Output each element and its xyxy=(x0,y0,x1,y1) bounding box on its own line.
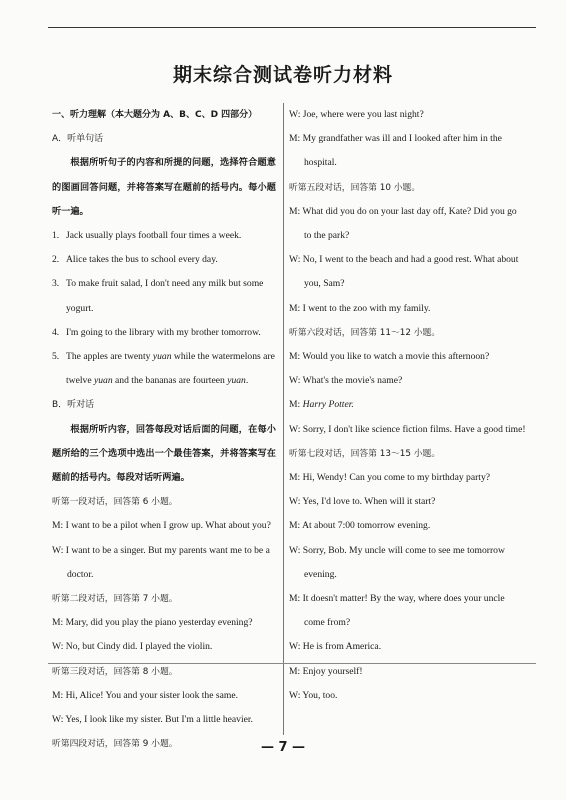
dialogue-line: W: Yes, I look like my sister. But I'm a little heavier. xyxy=(52,714,253,726)
dialogue-line: W: Sorry, I don't like science fiction films. Have a good time! xyxy=(289,423,526,435)
dialogue-line: W: No, I went to the beach and had a good rest. What about you, Sam? xyxy=(289,254,519,290)
header-rule xyxy=(48,27,536,28)
dialogue-line: M: Mary, did you play the piano yesterday evening? xyxy=(52,617,253,629)
dialogue-line: M: Enjoy yourself! xyxy=(289,665,363,677)
part-a-instruction: 根据所听句子的内容和所提的问题，选择符合题意的图画回答问题，并将答案写在题前的括号内。每小题听一遍。 xyxy=(52,157,276,217)
dialogue-line: W: Yes, I'd love to. When will it start? xyxy=(289,496,436,508)
dialogue-cue: 听第六段对话，回答第 11～12 小题。 xyxy=(289,327,441,338)
sentence-item: 4. I'm going to the library with my brother tomorrow. xyxy=(52,326,261,338)
dialogue-line: M: Hi, Wendy! Can you come to my birthday party? xyxy=(289,472,491,484)
dialogue-line: W: Joe, where were you last night? xyxy=(289,109,424,120)
sentence-item: 5. The apples are twenty yuan while the watermelons are twelve yuan and the bananas are fourteen yuan. xyxy=(52,351,275,387)
part-a-heading: A．听单句话 xyxy=(52,134,104,145)
part-b-heading: B．听对话 xyxy=(52,400,95,411)
dialogue-line: W: What's the movie's name? xyxy=(289,375,403,387)
right-column xyxy=(289,103,526,708)
dialogue-line: M: What did you do on your last day off, Kate? Did you go to the park? xyxy=(289,205,517,242)
left-column xyxy=(52,103,276,756)
dialogue-line: W: He is from America. xyxy=(289,641,382,653)
dialogue-line: M: At about 7:00 tomorrow evening. xyxy=(289,520,431,532)
dialogue-line: M: It doesn't matter! By the way, where does your uncle come from? xyxy=(289,593,505,629)
dialogue-line: M: Would you like to watch a movie this afternoon? xyxy=(289,351,490,363)
page-number: — 7 — xyxy=(260,740,306,755)
sentence-item: 1. Jack usually plays football four times a week. xyxy=(52,230,242,242)
dialogue-line: M: Harry Potter. xyxy=(289,399,354,411)
dialogue-line: W: No, but Cindy did. I played the violin. xyxy=(52,641,213,653)
dialogue-cue: 听第五段对话，回答第 10 小题。 xyxy=(289,182,421,193)
dialogue-line: W: Sorry, Bob. My uncle will come to see me tomorrow evening. xyxy=(289,544,505,580)
section-heading: 一、听力理解（本大题分为 A、B、C、D 四部分） xyxy=(52,110,258,120)
dialogue-cue: 听第四段对话，回答第 9 小题。 xyxy=(52,739,178,750)
dialogue-cue: 听第一段对话，回答第 6 小题。 xyxy=(52,497,178,508)
dialogue-line: M: I went to the zoo with my family. xyxy=(289,302,431,314)
dialogue-line: W: I want to be a singer. But my parents want me to be a doctor. xyxy=(52,544,270,580)
dialogue-line: W: You, too. xyxy=(289,689,338,701)
dialogue-line: M: My grandfather was ill and I looked after him in the hospital. xyxy=(289,133,502,169)
column-divider xyxy=(283,103,284,735)
dialogue-cue: 听第七段对话，回答第 13～15 小题。 xyxy=(289,448,441,459)
dialogue-line: M: I want to be a pilot when I grow up. What about you? xyxy=(52,520,271,532)
sentence-item: 3. To make fruit salad, I don't need any milk but some yogurt. xyxy=(52,278,264,314)
sentence-item: 2. Alice takes the bus to school every day. xyxy=(52,254,218,266)
dialogue-line: M: Hi, Alice! You and your sister look the same. xyxy=(52,689,238,701)
part-b-instruction: 根据所听内容，回答每段对话后面的问题，在每小题所给的三个选项中选出一个最佳答案，并将答案写在题前的括号内。每段对话听两遍。 xyxy=(52,423,276,484)
page-title: 期末综合测试卷听力材料 xyxy=(172,64,393,86)
dialogue-cue: 听第二段对话，回答第 7 小题。 xyxy=(52,594,178,605)
dialogue-cue: 听第三段对话，回答第 8 小题。 xyxy=(52,666,178,677)
